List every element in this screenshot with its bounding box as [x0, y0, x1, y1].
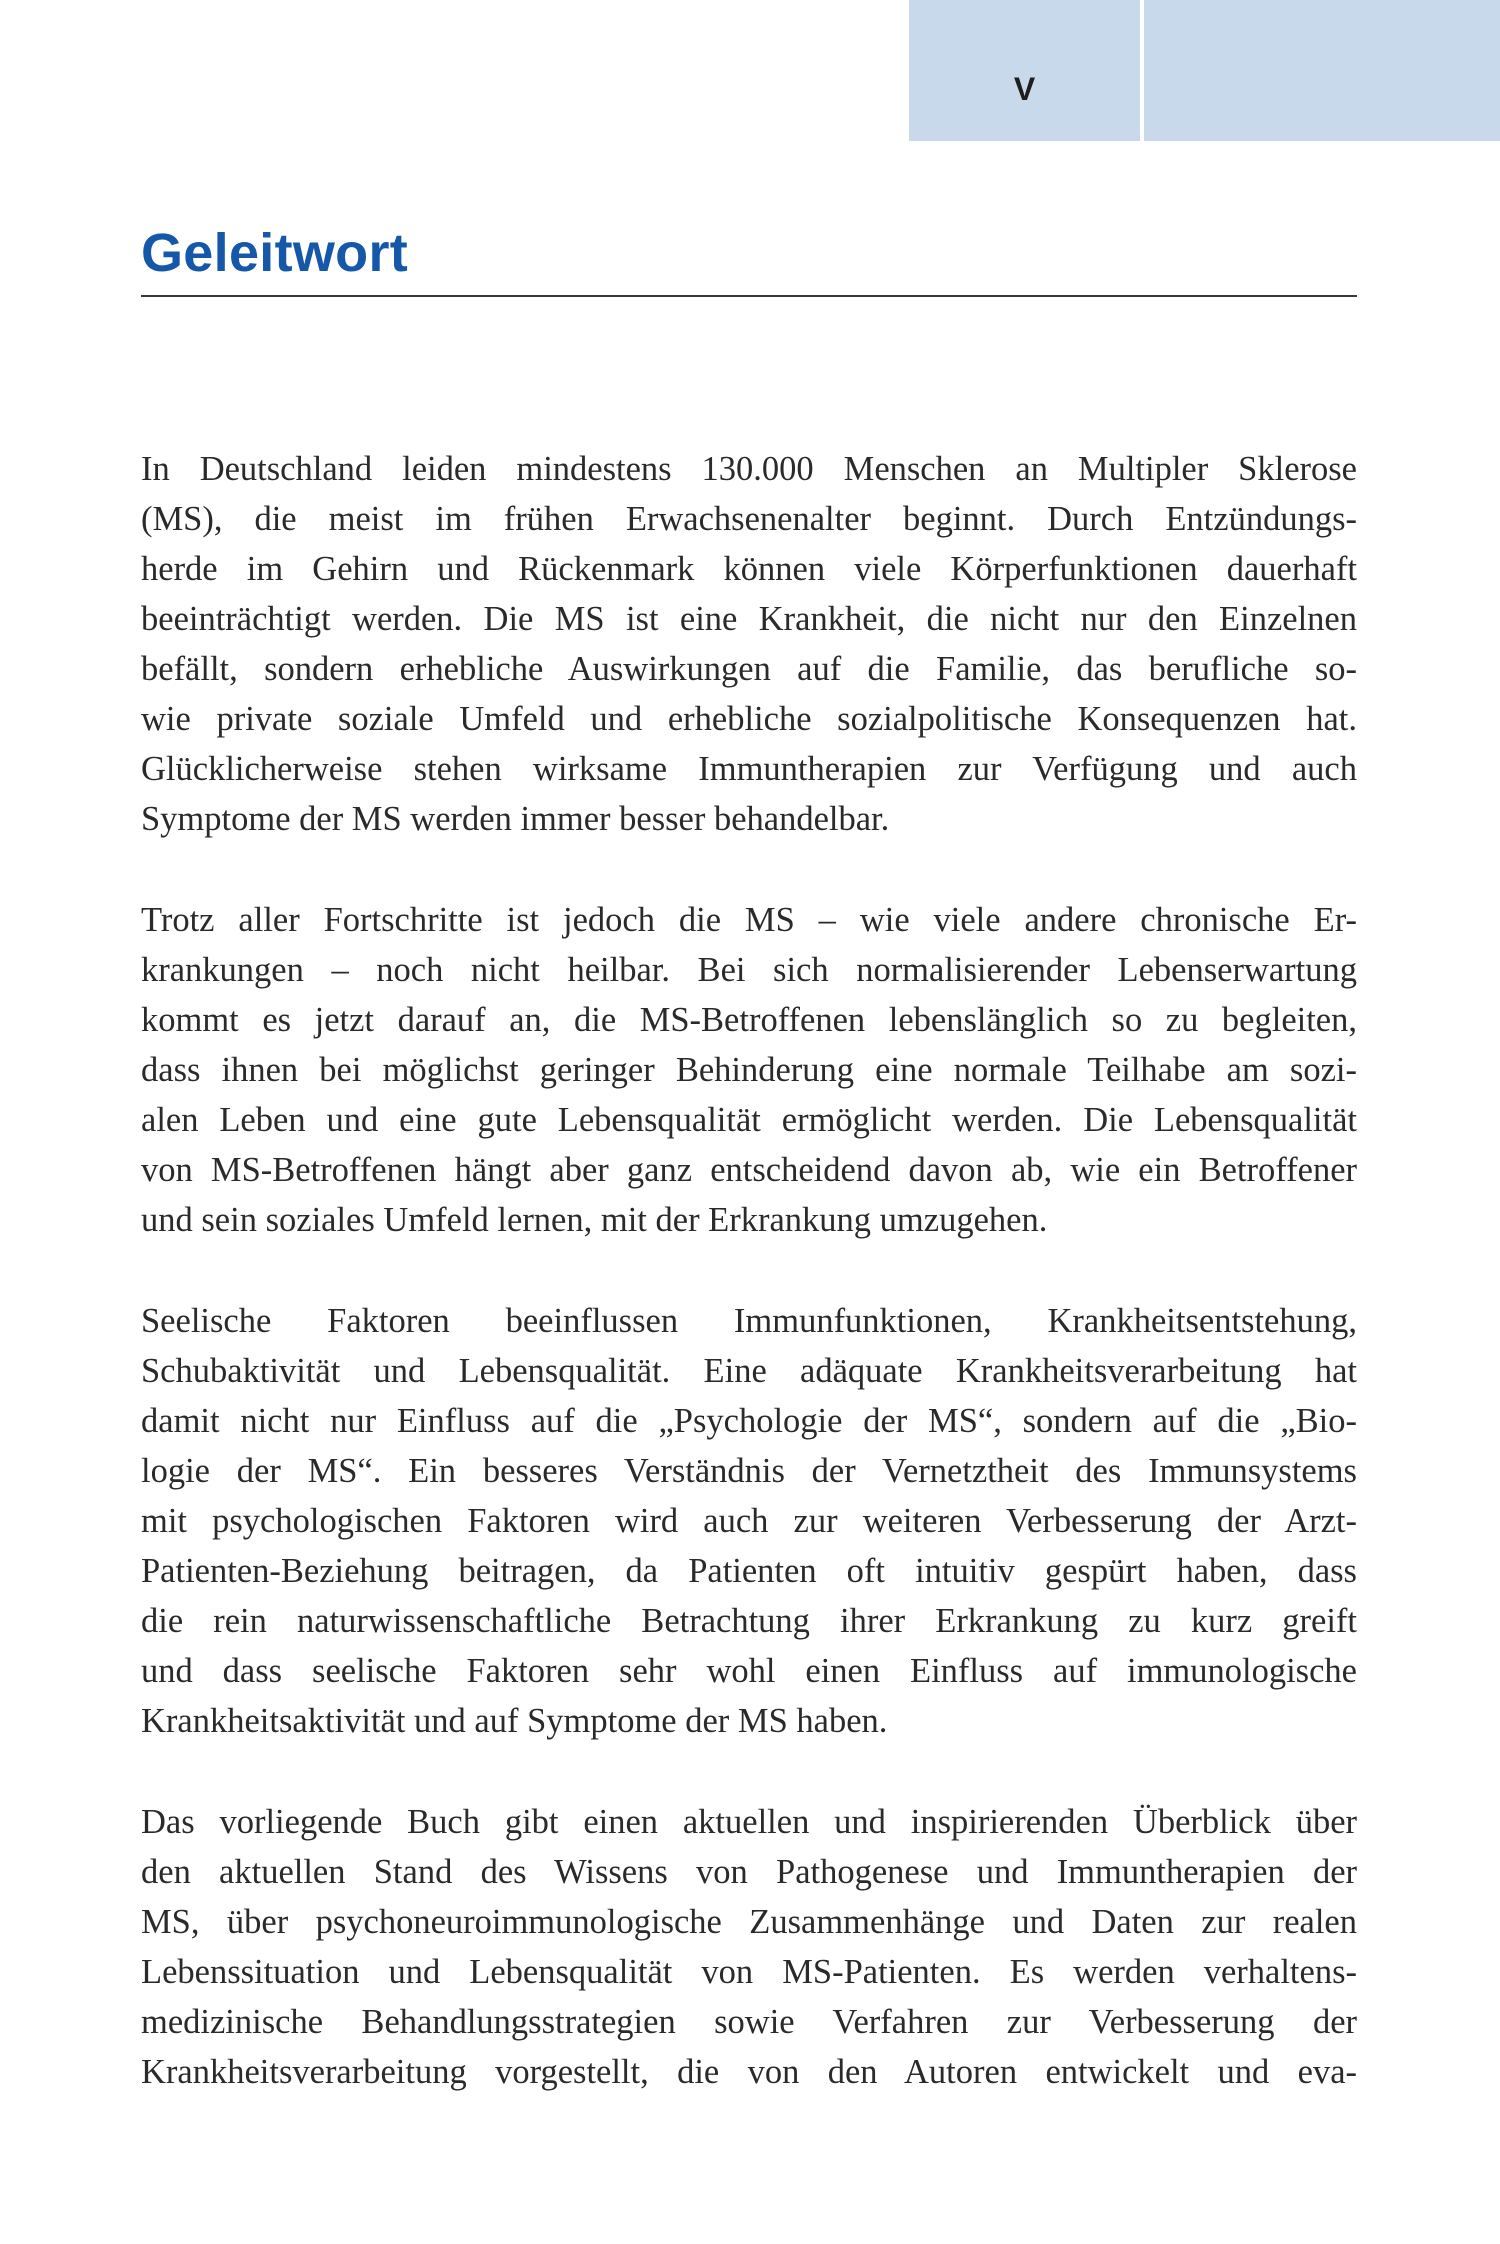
- paragraph-3: [141, 1296, 1357, 1746]
- text-line: mit psychologischen Faktoren wird auch zur weiteren Verbesserung der Arzt-: [141, 1502, 1357, 1540]
- text-line: MS, über psychoneuroimmunologische Zusammenhänge und Daten zur realen: [141, 1903, 1357, 1941]
- text-line: Symptome der MS werden immer besser behandelbar.: [141, 800, 890, 838]
- text-line: Glücklicherweise stehen wirksame Immuntherapien zur Verfügung und auch: [141, 750, 1357, 788]
- page-title: Geleitwort: [141, 223, 409, 283]
- paragraph-2: [141, 895, 1357, 1245]
- text-line: Das vorliegende Buch gibt einen aktuellen und inspirierenden Überblick über: [141, 1803, 1357, 1841]
- text-line: Seelische Faktoren beeinflussen Immunfunktionen, Krankheitsentstehung,: [141, 1302, 1357, 1340]
- text-line: und sein soziales Umfeld lernen, mit der Erkrankung umzugehen.: [141, 1201, 1048, 1239]
- page-tab-right: [1144, 0, 1500, 141]
- text-line: den aktuellen Stand des Wissens von Pathogenese und Immuntherapien der: [141, 1853, 1357, 1891]
- text-line: In Deutschland leiden mindestens 130.000 Menschen an Multipler Sklerose: [141, 450, 1357, 488]
- text-line: Schubaktivität und Lebensqualität. Eine adäquate Krankheitsverarbeitung hat: [141, 1352, 1357, 1390]
- title-underline: [141, 295, 1357, 297]
- text-line: Krankheitsaktivität und auf Symptome der MS haben.: [141, 1702, 888, 1740]
- text-line: von MS-Betroffenen hängt aber ganz entscheidend davon ab, wie ein Betroffener: [141, 1151, 1357, 1189]
- text-line: Lebenssituation und Lebensqualität von MS-Patienten. Es werden verhaltens-: [141, 1953, 1357, 1991]
- text-line: logie der MS“. Ein besseres Verständnis der Vernetztheit des Immunsystems: [141, 1452, 1357, 1490]
- text-line: herde im Gehirn und Rückenmark können viele Körperfunktionen dauerhaft: [141, 550, 1357, 588]
- text-line: medizinische Behandlungsstrategien sowie Verfahren zur Verbesserung der: [141, 2003, 1357, 2041]
- text-line: krankungen – noch nicht heilbar. Bei sich normalisierender Lebenserwartung: [141, 951, 1357, 989]
- text-line: Krankheitsverarbeitung vorgestellt, die von den Autoren entwickelt und eva-: [141, 2053, 1357, 2091]
- paragraph-4: [141, 1797, 1357, 2097]
- page-number: V: [1013, 71, 1036, 107]
- paragraph-1: [141, 444, 1357, 844]
- text-line: wie private soziale Umfeld und erhebliche sozialpolitische Konsequenzen hat.: [141, 700, 1357, 738]
- text-line: Trotz aller Fortschritte ist jedoch die MS – wie viele andere chronische Er-: [141, 901, 1357, 939]
- text-line: damit nicht nur Einfluss auf die „Psychologie der MS“, sondern auf die „Bio-: [141, 1402, 1357, 1440]
- text-line: kommt es jetzt darauf an, die MS-Betroffenen lebenslänglich so zu begleiten,: [141, 1001, 1357, 1039]
- text-line: alen Leben und eine gute Lebensqualität ermöglicht werden. Die Lebensqualität: [141, 1101, 1357, 1139]
- body-text: [141, 444, 1357, 2148]
- text-line: Patienten-Beziehung beitragen, da Patienten oft intuitiv gespürt haben, dass: [141, 1552, 1357, 1590]
- text-line: und dass seelische Faktoren sehr wohl einen Einfluss auf immunologische: [141, 1652, 1357, 1690]
- text-line: beeinträchtigt werden. Die MS ist eine Krankheit, die nicht nur den Einzelnen: [141, 600, 1357, 638]
- text-line: (MS), die meist im frühen Erwachsenenalter beginnt. Durch Entzündungs-: [141, 500, 1357, 538]
- text-line: befällt, sondern erhebliche Auswirkungen auf die Familie, das berufliche so-: [141, 650, 1357, 688]
- text-line: dass ihnen bei möglichst geringer Behinderung eine normale Teilhabe am sozi-: [141, 1051, 1357, 1089]
- text-line: die rein naturwissenschaftliche Betrachtung ihrer Erkrankung zu kurz greift: [141, 1602, 1357, 1640]
